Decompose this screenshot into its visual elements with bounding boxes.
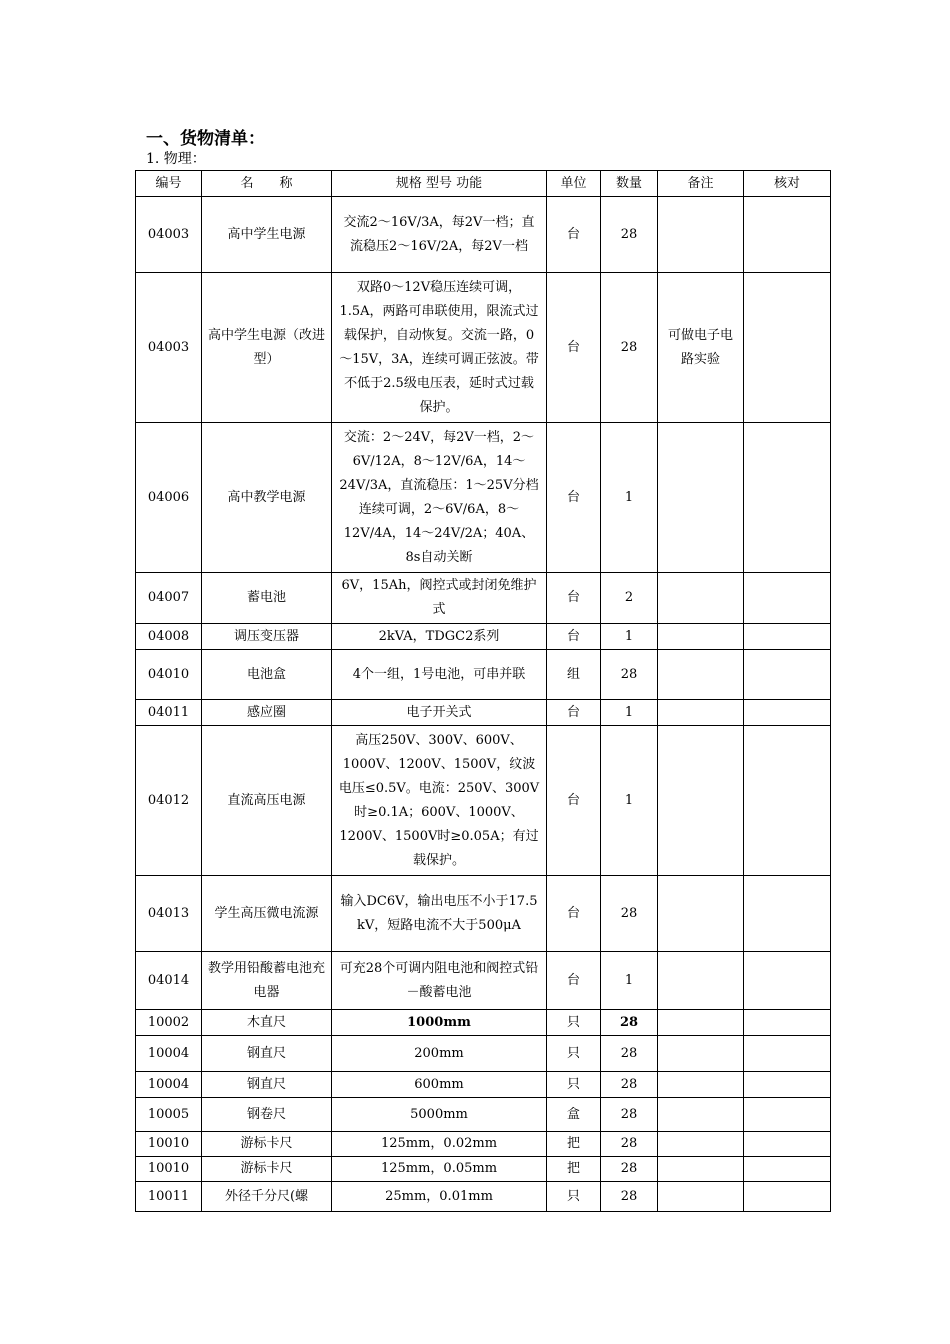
qty-cell: 28 bbox=[601, 1098, 658, 1132]
table-row bbox=[136, 1182, 831, 1212]
name-cell: 高中学生电源（改进型） bbox=[202, 273, 332, 423]
name-cell: 钢直尺 bbox=[202, 1072, 332, 1098]
note-cell bbox=[658, 624, 744, 650]
qty-cell: 28 bbox=[601, 1072, 658, 1098]
spec-cell: 125mm，0.05mm bbox=[332, 1157, 547, 1182]
spec-cell: 200mm bbox=[332, 1036, 547, 1072]
unit-cell: 台 bbox=[547, 197, 601, 273]
spec-cell: 25mm，0.01mm bbox=[332, 1182, 547, 1212]
code-cell: 04006 bbox=[136, 423, 202, 573]
name-cell: 教学用铅酸蓄电池充电器 bbox=[202, 952, 332, 1010]
qty-cell: 1 bbox=[601, 726, 658, 876]
unit-cell: 只 bbox=[547, 1072, 601, 1098]
unit-cell: 组 bbox=[547, 650, 601, 700]
qty-cell: 1 bbox=[601, 423, 658, 573]
table-row bbox=[136, 1132, 831, 1157]
subsection-heading: 1. 物理： bbox=[146, 151, 206, 167]
note-cell bbox=[658, 1098, 744, 1132]
code-cell: 10004 bbox=[136, 1036, 202, 1072]
note-cell bbox=[658, 573, 744, 624]
note-cell bbox=[658, 952, 744, 1010]
check-cell bbox=[744, 197, 831, 273]
check-cell bbox=[744, 1132, 831, 1157]
check-cell bbox=[744, 952, 831, 1010]
name-cell: 感应圈 bbox=[202, 700, 332, 726]
qty-cell: 1 bbox=[601, 624, 658, 650]
check-cell bbox=[744, 1098, 831, 1132]
spec-cell: 高压250V、300V、600V、1000V、1200V、1500V，纹波电压≤0.5V。电流：250V、300V时≥0.1A；600V、1000V、1200V、1500V时≥0.05A；有过载保护。 bbox=[332, 726, 547, 876]
column-header-note: 备注 bbox=[658, 171, 744, 197]
code-cell: 04003 bbox=[136, 273, 202, 423]
code-cell: 04007 bbox=[136, 573, 202, 624]
code-cell: 04010 bbox=[136, 650, 202, 700]
note-cell bbox=[658, 1157, 744, 1182]
unit-cell: 只 bbox=[547, 1010, 601, 1036]
unit-cell: 把 bbox=[547, 1157, 601, 1182]
note-cell bbox=[658, 1036, 744, 1072]
unit-cell: 台 bbox=[547, 952, 601, 1010]
check-cell bbox=[744, 273, 831, 423]
table-row bbox=[136, 1036, 831, 1072]
table-row bbox=[136, 1072, 831, 1098]
name-cell: 调压变压器 bbox=[202, 624, 332, 650]
code-cell: 10010 bbox=[136, 1157, 202, 1182]
code-cell: 04008 bbox=[136, 624, 202, 650]
table-row bbox=[136, 726, 831, 876]
column-header-name: 名 称 bbox=[202, 171, 332, 197]
code-cell: 10010 bbox=[136, 1132, 202, 1157]
qty-cell: 28 bbox=[601, 197, 658, 273]
column-header-check: 核对 bbox=[744, 171, 831, 197]
unit-cell: 台 bbox=[547, 273, 601, 423]
note-cell bbox=[658, 423, 744, 573]
name-cell: 游标卡尺 bbox=[202, 1132, 332, 1157]
column-header-spec: 规格 型号 功能 bbox=[332, 171, 547, 197]
qty-cell: 28 bbox=[601, 1182, 658, 1212]
table-row bbox=[136, 624, 831, 650]
column-header-code: 编号 bbox=[136, 171, 202, 197]
table-row bbox=[136, 197, 831, 273]
qty-cell: 28 bbox=[601, 1010, 658, 1036]
spec-cell: 可充28个可调内阻电池和阀控式铅－酸蓄电池 bbox=[332, 952, 547, 1010]
name-cell: 高中学生电源 bbox=[202, 197, 332, 273]
qty-cell: 2 bbox=[601, 573, 658, 624]
code-cell: 04011 bbox=[136, 700, 202, 726]
spec-cell: 电子开关式 bbox=[332, 700, 547, 726]
column-header-unit: 单位 bbox=[547, 171, 601, 197]
spec-cell: 5000mm bbox=[332, 1098, 547, 1132]
table-row bbox=[136, 876, 831, 952]
table-row bbox=[136, 700, 831, 726]
unit-cell: 台 bbox=[547, 624, 601, 650]
unit-cell: 台 bbox=[547, 573, 601, 624]
column-header-qty: 数量 bbox=[601, 171, 658, 197]
qty-cell: 28 bbox=[601, 1157, 658, 1182]
note-cell bbox=[658, 726, 744, 876]
check-cell bbox=[744, 650, 831, 700]
unit-cell: 台 bbox=[547, 423, 601, 573]
qty-cell: 28 bbox=[601, 876, 658, 952]
note-cell bbox=[658, 1010, 744, 1036]
name-cell: 钢直尺 bbox=[202, 1036, 332, 1072]
table-row bbox=[136, 650, 831, 700]
note-cell: 可做电子电路实验 bbox=[658, 273, 744, 423]
check-cell bbox=[744, 1072, 831, 1098]
code-cell: 10005 bbox=[136, 1098, 202, 1132]
check-cell bbox=[744, 700, 831, 726]
code-cell: 10004 bbox=[136, 1072, 202, 1098]
unit-cell: 盒 bbox=[547, 1098, 601, 1132]
spec-cell: 2kVA，TDGC2系列 bbox=[332, 624, 547, 650]
name-cell: 蓄电池 bbox=[202, 573, 332, 624]
unit-cell: 只 bbox=[547, 1182, 601, 1212]
unit-cell: 台 bbox=[547, 876, 601, 952]
spec-cell: 双路0～12V稳压连续可调，1.5A，两路可串联使用，限流式过载保护，自动恢复。交流一路，0～15V，3A，连续可调正弦波。带不低于2.5级电压表，延时式过载保护。 bbox=[332, 273, 547, 423]
code-cell: 04012 bbox=[136, 726, 202, 876]
spec-cell: 600mm bbox=[332, 1072, 547, 1098]
table-row bbox=[136, 1010, 831, 1036]
code-cell: 10011 bbox=[136, 1182, 202, 1212]
note-cell bbox=[658, 650, 744, 700]
check-cell bbox=[744, 726, 831, 876]
qty-cell: 1 bbox=[601, 952, 658, 1010]
qty-cell: 28 bbox=[601, 1036, 658, 1072]
check-cell bbox=[744, 1157, 831, 1182]
check-cell bbox=[744, 1010, 831, 1036]
spec-cell: 输入DC6V，输出电压不小于17.5 kV，短路电流不大于500μA bbox=[332, 876, 547, 952]
code-cell: 10002 bbox=[136, 1010, 202, 1036]
check-cell bbox=[744, 573, 831, 624]
qty-cell: 1 bbox=[601, 700, 658, 726]
section-heading: 一、货物清单： bbox=[146, 129, 265, 149]
note-cell bbox=[658, 1182, 744, 1212]
check-cell bbox=[744, 423, 831, 573]
note-cell bbox=[658, 876, 744, 952]
table-row bbox=[136, 1098, 831, 1132]
name-cell: 钢卷尺 bbox=[202, 1098, 332, 1132]
name-cell: 电池盒 bbox=[202, 650, 332, 700]
unit-cell: 台 bbox=[547, 700, 601, 726]
name-cell: 木直尺 bbox=[202, 1010, 332, 1036]
check-cell bbox=[744, 1036, 831, 1072]
note-cell bbox=[658, 1132, 744, 1157]
note-cell bbox=[658, 1072, 744, 1098]
spec-cell: 4个一组，1号电池，可串并联 bbox=[332, 650, 547, 700]
unit-cell: 台 bbox=[547, 726, 601, 876]
check-cell bbox=[744, 876, 831, 952]
header-row bbox=[136, 171, 831, 197]
table-row bbox=[136, 273, 831, 423]
spec-cell: 125mm，0.02mm bbox=[332, 1132, 547, 1157]
name-cell: 高中教学电源 bbox=[202, 423, 332, 573]
unit-cell: 只 bbox=[547, 1036, 601, 1072]
name-cell: 学生高压微电流源 bbox=[202, 876, 332, 952]
unit-cell: 把 bbox=[547, 1132, 601, 1157]
qty-cell: 28 bbox=[601, 1132, 658, 1157]
table-row bbox=[136, 952, 831, 1010]
goods-table bbox=[135, 170, 831, 1212]
table-row bbox=[136, 423, 831, 573]
check-cell bbox=[744, 1182, 831, 1212]
code-cell: 04013 bbox=[136, 876, 202, 952]
code-cell: 04014 bbox=[136, 952, 202, 1010]
qty-cell: 28 bbox=[601, 273, 658, 423]
spec-cell: 1000mm bbox=[332, 1010, 547, 1036]
qty-cell: 28 bbox=[601, 650, 658, 700]
code-cell: 04003 bbox=[136, 197, 202, 273]
name-cell: 游标卡尺 bbox=[202, 1157, 332, 1182]
spec-cell: 6V，15Ah，阀控式或封闭免维护式 bbox=[332, 573, 547, 624]
note-cell bbox=[658, 197, 744, 273]
spec-cell: 交流2～16V/3A，每2V一档；直流稳压2～16V/2A，每2V一档 bbox=[332, 197, 547, 273]
note-cell bbox=[658, 700, 744, 726]
table-row bbox=[136, 573, 831, 624]
check-cell bbox=[744, 624, 831, 650]
table-row bbox=[136, 1157, 831, 1182]
spec-cell: 交流：2～24V，每2V一档，2～6V/12A，8～12V/6A，14～24V/3A，直流稳压：1～25V分档连续可调，2～6V/6A，8～12V/4A，14～24V/2A；40A、8s自动关断 bbox=[332, 423, 547, 573]
name-cell: 直流高压电源 bbox=[202, 726, 332, 876]
name-cell: 外径千分尺(螺 bbox=[202, 1182, 332, 1212]
